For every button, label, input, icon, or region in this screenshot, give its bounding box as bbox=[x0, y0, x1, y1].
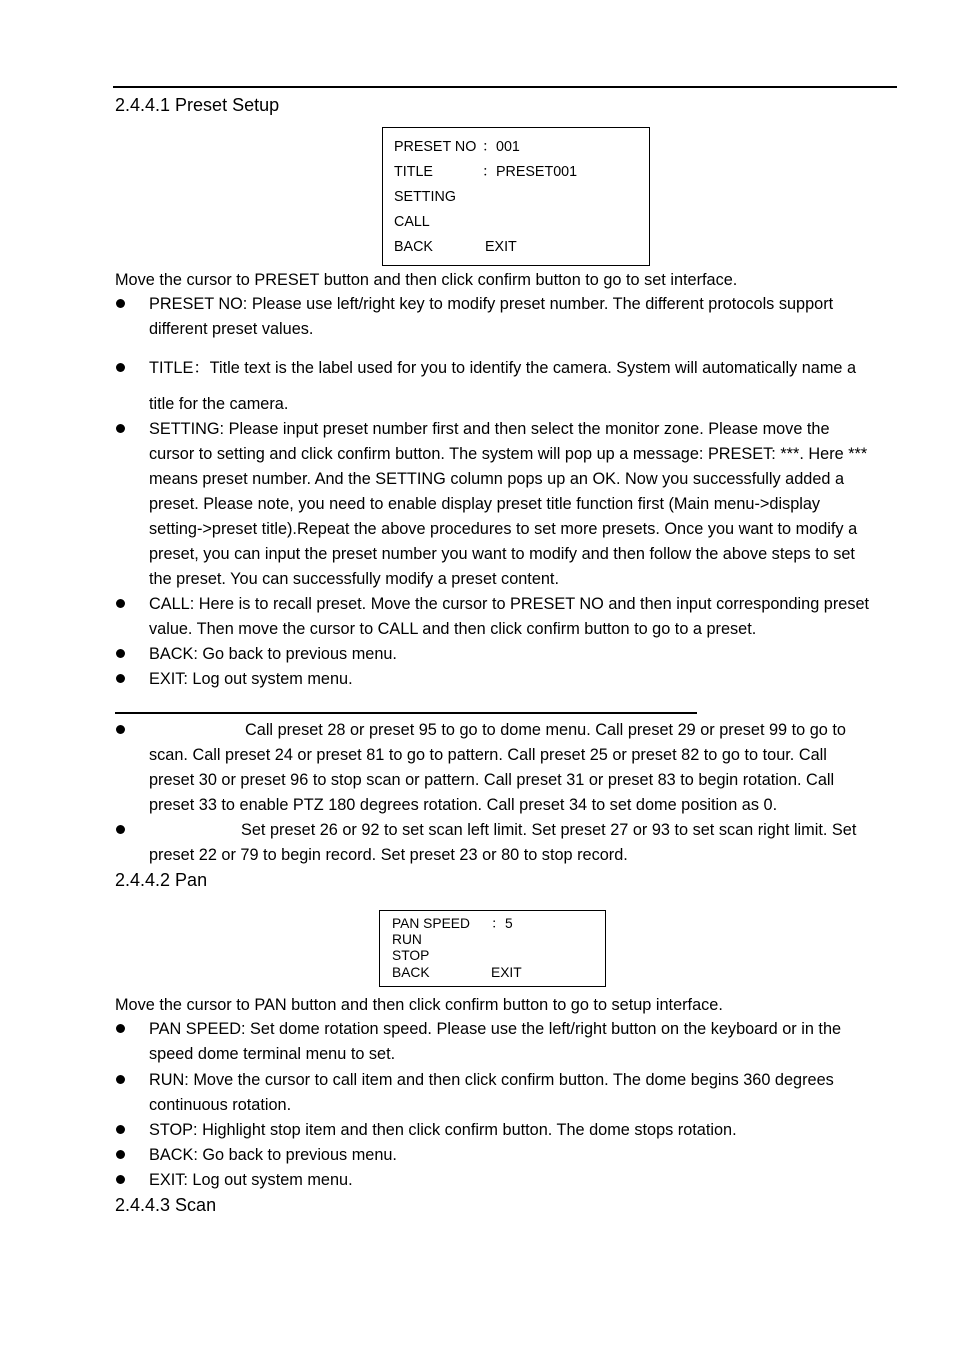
bullet-dot bbox=[116, 674, 125, 683]
text-line: PAN SPEED: Set dome rotation speed. Please use the left/right button on the keyboard or in the bbox=[149, 1020, 842, 1038]
menu-value-preset-no: 001 bbox=[496, 139, 520, 155]
bullet-dot bbox=[116, 1024, 125, 1033]
text-line: SETTING: Please input preset number first and then select the monitor zone. Please move the bbox=[149, 420, 830, 438]
menu-item-call: CALL bbox=[394, 214, 430, 230]
bullet-exit bbox=[149, 1168, 899, 1193]
bullet-preset-no bbox=[149, 292, 899, 342]
text-line: EXIT: Log out system menu. bbox=[149, 1171, 353, 1189]
text-line: scan. Call preset 24 or preset 81 to go to pattern. Call preset 25 or preset 82 to go to tour. Call bbox=[149, 746, 827, 764]
bullet-title bbox=[149, 356, 899, 417]
bullet-pan-speed bbox=[149, 1017, 899, 1067]
text-line: means preset number. And the SETTING column pops up an OK. Now you successfully added a bbox=[149, 470, 845, 488]
preset-intro: Move the cursor to PRESET button and then click confirm button to go to set interface. bbox=[115, 271, 738, 289]
header-rule bbox=[113, 86, 897, 88]
text-line: preset 33 to enable PTZ 180 degrees rotation. Call preset 34 to set dome position as 0. bbox=[149, 796, 778, 814]
bullet-dot bbox=[116, 649, 125, 658]
bullet-call bbox=[149, 592, 899, 642]
menu-item-run: RUN bbox=[392, 932, 422, 947]
bullet-dot bbox=[116, 1150, 125, 1159]
text-line: RUN: Move the cursor to call item and then click confirm button. The dome begins 360 degrees bbox=[149, 1071, 834, 1089]
bullet-back bbox=[149, 1143, 899, 1168]
text-line: BACK: Go back to previous menu. bbox=[149, 645, 397, 663]
text-line: Call preset 28 or preset 95 to go to dome menu. Call preset 29 or preset 99 to go to bbox=[245, 721, 846, 739]
menu-colon: ： bbox=[482, 139, 497, 155]
note-rule bbox=[115, 712, 697, 714]
section-heading-scan: 2.4.4.3 Scan bbox=[115, 1195, 217, 1215]
menu-item-stop: STOP bbox=[392, 948, 430, 963]
menu-value-pan-speed: 5 bbox=[505, 916, 513, 931]
menu-item-pan-speed: PAN SPEED bbox=[392, 916, 470, 931]
note-set-presets bbox=[149, 818, 899, 868]
menu-item-exit: EXIT bbox=[485, 239, 517, 255]
bullet-dot bbox=[116, 424, 125, 433]
text-line: STOP: Highlight stop item and then click confirm button. The dome stops rotation. bbox=[149, 1121, 737, 1139]
preset-menu-panel bbox=[382, 127, 650, 266]
bullet-dot bbox=[116, 1075, 125, 1084]
text-line: EXIT: Log out system menu. bbox=[149, 670, 353, 688]
bullet-stop bbox=[149, 1118, 899, 1143]
text-line: preset, you can input the preset number you want to modify and then follow the above steps to set bbox=[149, 545, 855, 563]
text-line: CALL: Here is to recall preset. Move the cursor to PRESET NO and then input corresponding preset bbox=[149, 595, 870, 613]
bullet-dot bbox=[116, 825, 125, 834]
bullet-dot bbox=[116, 363, 125, 372]
menu-value-title: PRESET001 bbox=[496, 164, 578, 180]
note-call-presets bbox=[149, 718, 899, 818]
menu-item-back: BACK bbox=[392, 965, 430, 980]
menu-item-setting: SETTING bbox=[394, 189, 456, 205]
text-line: TITLE：Title text is the label used for you to identify the camera. System will automatically name a bbox=[149, 359, 857, 377]
bullet-dot bbox=[116, 1175, 125, 1184]
menu-colon: ： bbox=[482, 164, 497, 180]
text-line: preset 30 or preset 96 to stop scan or pattern. Call preset 31 or preset 83 to begin rotation. Call bbox=[149, 771, 835, 789]
text-line: value. Then move the cursor to CALL and then click confirm button to go to a preset. bbox=[149, 620, 757, 638]
menu-item-preset-no: PRESET NO bbox=[394, 139, 477, 155]
text-line: preset. Please note, you need to enable display preset title function first (Main menu->display bbox=[149, 495, 821, 513]
bullet-setting bbox=[149, 417, 899, 592]
bullet-dot bbox=[116, 599, 125, 608]
text-line: continuous rotation. bbox=[149, 1096, 292, 1114]
text-line: the preset. You can successfully modify a preset content. bbox=[149, 570, 559, 588]
text-line: BACK: Go back to previous menu. bbox=[149, 1146, 397, 1164]
section-heading-preset-setup: 2.4.4.1 Preset Setup bbox=[115, 95, 280, 115]
bullet-dot bbox=[116, 1125, 125, 1134]
text-line: PRESET NO: Please use left/right key to modify preset number. The different protocols support bbox=[149, 295, 834, 313]
bullet-dot bbox=[116, 725, 125, 734]
text-line: Set preset 26 or 92 to set scan left limit. Set preset 27 or 93 to set scan right limit. Set bbox=[241, 821, 857, 839]
pan-intro: Move the cursor to PAN button and then click confirm button to go to setup interface. bbox=[115, 996, 723, 1014]
menu-colon: ： bbox=[491, 916, 505, 931]
text-line: preset 22 or 79 to begin record. Set preset 23 or 80 to stop record. bbox=[149, 846, 628, 864]
menu-item-back: BACK bbox=[394, 239, 433, 255]
text-line: title for the camera. bbox=[149, 395, 289, 413]
bullet-exit bbox=[149, 667, 899, 692]
bullet-back bbox=[149, 642, 899, 667]
text-line: cursor to setting and click confirm button. The system will pop up a message: PRESET: ***. Here *** bbox=[149, 445, 868, 463]
pan-menu-panel bbox=[379, 910, 606, 987]
section-heading-pan: 2.4.4.2 Pan bbox=[115, 870, 208, 890]
text-line: different preset values. bbox=[149, 320, 314, 338]
bullet-dot bbox=[116, 299, 125, 308]
text-line: setting->preset title).Repeat the above procedures to set more presets. Once you want to modify a bbox=[149, 520, 858, 538]
menu-item-title: TITLE bbox=[394, 164, 433, 180]
bullet-run bbox=[149, 1068, 899, 1118]
menu-item-exit: EXIT bbox=[491, 965, 522, 980]
text-line: speed dome terminal menu to set. bbox=[149, 1045, 396, 1063]
